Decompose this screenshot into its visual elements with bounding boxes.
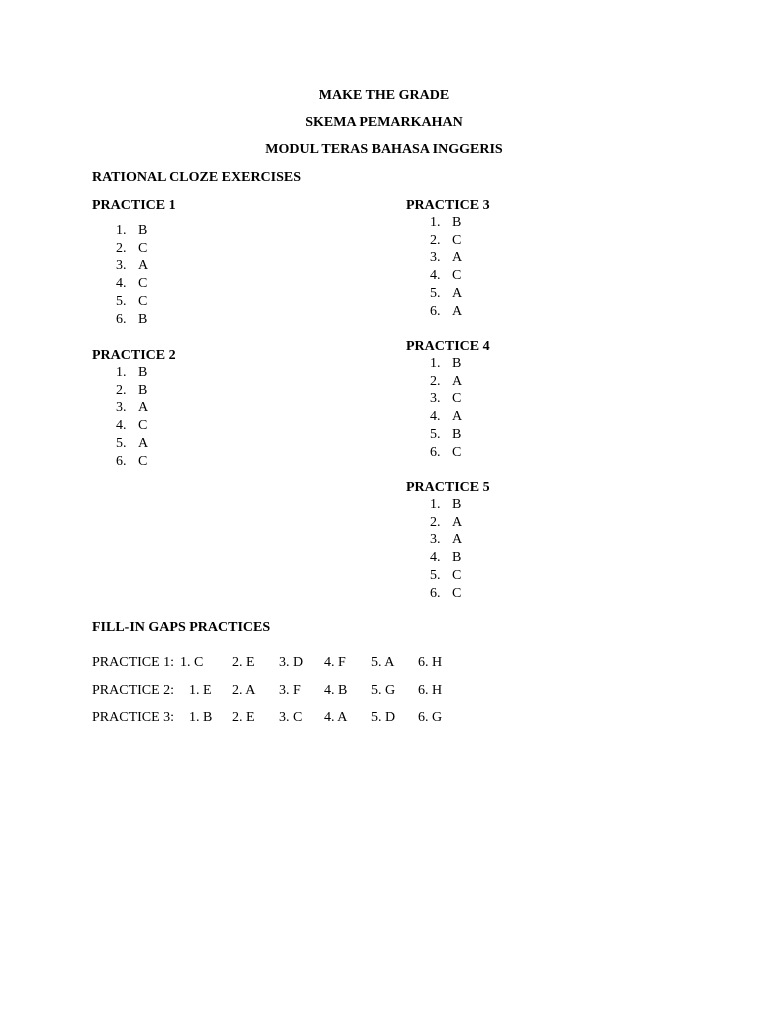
fill-in-answer: 5. G: [371, 683, 396, 698]
answer-row: [116, 453, 147, 470]
fill-in-practice-label: PRACTICE 2:: [92, 683, 175, 698]
answer-number: 4.: [430, 409, 441, 425]
fill-in-answer: 5. A: [371, 655, 395, 670]
fill-in-answer: 4. B: [324, 683, 348, 698]
answer-number: 1.: [430, 356, 441, 371]
answer-row: [430, 567, 461, 584]
answer-number: 3.: [116, 400, 127, 416]
answer-letter: A: [452, 514, 463, 530]
answer-letter: C: [452, 567, 462, 583]
answer-number: 5.: [430, 426, 441, 442]
fill-in-heading: FILL-IN GAPS PRACTICES: [92, 620, 271, 635]
answer-row: [430, 373, 462, 390]
answer-letter: A: [138, 258, 149, 274]
fill-in-answer: 2. A: [232, 683, 256, 698]
answer-row: [430, 232, 461, 249]
answer-letter: A: [452, 532, 463, 548]
answer-number: 3.: [116, 258, 127, 274]
answer-number: 3.: [430, 250, 441, 266]
answer-number: 3.: [430, 532, 441, 548]
document-subtitle: SKEMA PEMARKAHAN: [305, 115, 463, 130]
answer-number: 4.: [116, 276, 127, 292]
practice-3-label: PRACTICE 3: [406, 198, 490, 213]
answer-letter: A: [138, 435, 149, 451]
answer-number: 1.: [430, 497, 441, 512]
answer-row: [430, 585, 461, 602]
answer-number: 5.: [430, 285, 441, 301]
answer-row: [116, 382, 147, 399]
answer-row: [116, 399, 148, 416]
answer-row: [430, 390, 461, 407]
fill-in-practice-label: PRACTICE 3:: [92, 710, 175, 725]
fill-in-answer: 3. F: [279, 683, 301, 698]
answer-letter: C: [138, 293, 148, 309]
answer-row: [116, 222, 147, 239]
answer-letter: C: [138, 276, 148, 292]
answer-row: [430, 444, 461, 461]
answer-number: 4.: [116, 418, 127, 434]
answer-letter: C: [452, 232, 462, 248]
answer-row: [430, 531, 462, 548]
document-title: MAKE THE GRADE: [318, 88, 450, 103]
answer-number: 2.: [116, 240, 127, 256]
answer-letter: B: [452, 356, 462, 371]
answer-row: [116, 257, 148, 274]
answer-number: 4.: [430, 268, 441, 284]
answer-row: [430, 426, 461, 443]
answer-number: 6.: [116, 311, 127, 327]
answer-letter: C: [452, 268, 462, 284]
answer-number: 6.: [116, 453, 127, 469]
answer-number: 6.: [430, 444, 441, 460]
fill-in-answer: 3. C: [279, 710, 303, 725]
answer-row: [430, 355, 461, 372]
answer-letter: B: [138, 365, 148, 380]
answer-letter: C: [138, 418, 148, 434]
answer-row: [430, 408, 462, 425]
answer-number: 2.: [430, 232, 441, 248]
practice-5-label: PRACTICE 5: [406, 480, 490, 495]
answer-row: [116, 364, 147, 381]
answer-row: [430, 249, 462, 266]
answer-number: 1.: [116, 223, 127, 238]
answer-letter: A: [452, 285, 463, 301]
fill-in-answer: 6. H: [418, 683, 443, 698]
module-title: MODUL TERAS BAHASA INGGERIS: [265, 142, 503, 157]
answer-number: 5.: [116, 435, 127, 451]
answer-number: 6.: [430, 585, 441, 601]
answer-row: [116, 311, 147, 328]
answer-letter: B: [452, 550, 462, 566]
answer-letter: C: [138, 453, 148, 469]
answer-number: 6.: [430, 303, 441, 319]
answer-row: [430, 214, 461, 231]
answer-letter: B: [138, 223, 148, 238]
answer-row: [116, 435, 148, 452]
answer-row: [116, 293, 147, 310]
answer-number: 2.: [116, 382, 127, 398]
answer-number: 1.: [430, 215, 441, 230]
answer-row: [430, 549, 461, 566]
fill-in-answer: 4. A: [324, 710, 348, 725]
practice-1-label: PRACTICE 1: [92, 198, 176, 213]
answer-number: 2.: [430, 514, 441, 530]
answer-letter: C: [138, 240, 148, 256]
answer-row: [430, 514, 462, 531]
answer-row: [430, 267, 461, 284]
answer-row: [430, 303, 462, 320]
answer-row: [430, 496, 461, 513]
fill-in-answer: 3. D: [279, 655, 304, 670]
answer-letter: B: [452, 215, 462, 230]
answer-letter: C: [452, 444, 462, 460]
answer-row: [116, 240, 147, 257]
answer-letter: B: [452, 497, 462, 512]
fill-in-practice-label: PRACTICE 1:: [92, 655, 175, 670]
answer-letter: B: [452, 426, 462, 442]
fill-in-answer: 5. D: [371, 710, 396, 725]
fill-in-answer: 1. E: [189, 683, 212, 698]
fill-in-answer: 1. C: [180, 655, 204, 670]
answer-number: 5.: [430, 567, 441, 583]
fill-in-answer: 6. G: [418, 710, 443, 725]
fill-in-answer: 6. H: [418, 655, 443, 670]
answer-row: [116, 275, 147, 292]
fill-in-answer: 2. E: [232, 710, 255, 725]
fill-in-answer: 2. E: [232, 655, 255, 670]
answer-number: 4.: [430, 550, 441, 566]
answer-row: [430, 285, 462, 302]
fill-in-answer: 1. B: [189, 710, 213, 725]
answer-letter: C: [452, 391, 462, 407]
practice-2-label: PRACTICE 2: [92, 348, 176, 363]
answer-number: 5.: [116, 293, 127, 309]
answer-letter: C: [452, 585, 462, 601]
answer-letter: A: [452, 303, 463, 319]
answer-row: [116, 417, 147, 434]
answer-number: 3.: [430, 391, 441, 407]
answer-number: 1.: [116, 365, 127, 380]
rational-cloze-heading: RATIONAL CLOZE EXERCISES: [92, 170, 302, 185]
answer-letter: A: [138, 400, 149, 416]
practice-4-label: PRACTICE 4: [406, 339, 490, 354]
answer-letter: A: [452, 409, 463, 425]
answer-number: 2.: [430, 373, 441, 389]
answer-letter: A: [452, 373, 463, 389]
answer-letter: B: [138, 382, 148, 398]
answer-letter: A: [452, 250, 463, 266]
fill-in-answer: 4. F: [324, 655, 346, 670]
answer-letter: B: [138, 311, 148, 327]
